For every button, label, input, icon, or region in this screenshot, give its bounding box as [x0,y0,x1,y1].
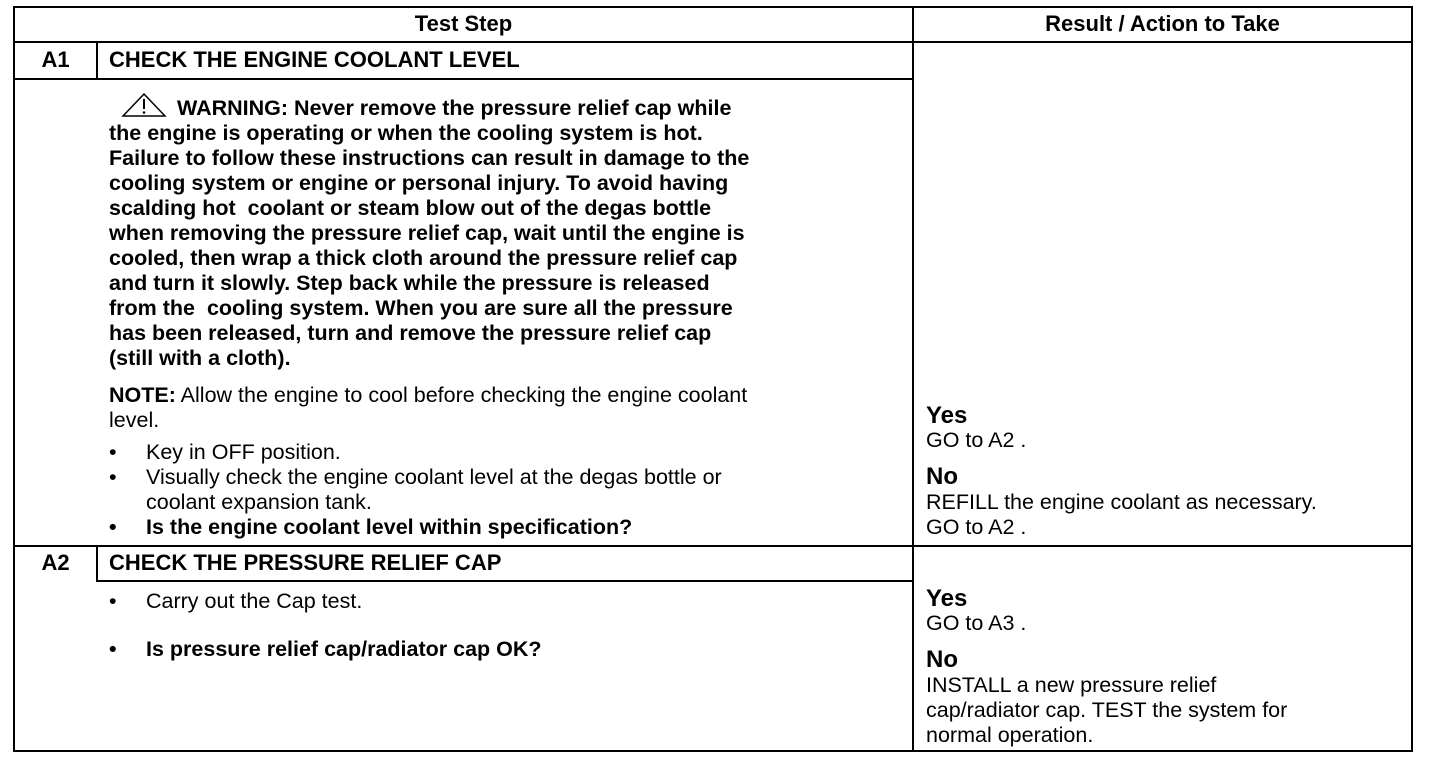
warning-line: cooled, then wrap a thick cloth around the pressure relief cap [109,246,738,270]
warning-line: cooling system or engine or personal injury. To avoid having [109,171,729,195]
bullet-text: coolant expansion tank. [146,490,372,514]
warning-block [109,93,879,371]
a1-a2-divider [13,545,1413,547]
result-no-label: No [926,463,958,490]
step-id-divider-a2 [96,545,98,581]
warning-line: and turn it slowly. Step back while the pressure is released [109,271,710,295]
bullet-dot: • [109,589,117,613]
warning-text: WARNING: Never remove the pressure relief cap while [177,96,732,120]
result-no-action: cap/radiator cap. TEST the system for [926,698,1288,722]
step-id-divider-a1 [96,41,98,79]
note-label: NOTE: [109,383,176,407]
result-no-action: normal operation. [926,723,1094,747]
column-divider [912,6,914,752]
note-line: level. [109,408,160,432]
result-yes-label: Yes [926,402,968,429]
step-title-a1: CHECK THE ENGINE COOLANT LEVEL [109,47,520,72]
note-line [109,383,889,408]
warning-line: the engine is operating or when the cooling system is hot. [109,121,703,145]
warning-line: scalding hot coolant or steam blow out of the degas bottle [109,196,712,220]
warning-triangle-icon [121,93,167,117]
result-no-label: No [926,646,958,673]
bullet-dot: • [109,637,117,661]
result-yes-label: Yes [926,585,968,612]
result-yes-action: GO to A3 . [926,611,1027,635]
bullet-dot: • [109,440,117,464]
bullet-question: Is the engine coolant level within specification? [146,515,633,539]
result-no-action: GO to A2 . [926,515,1027,539]
header-test-step: Test Step [414,11,513,36]
result-no-action: INSTALL a new pressure relief [926,673,1217,697]
result-yes-action: GO to A2 . [926,428,1027,452]
warning-line: from the cooling system. When you are sure all the pressure [109,296,733,320]
header-result-action: Result / Action to Take [1045,11,1280,36]
a2-title-divider [96,580,913,582]
warning-line [109,93,879,121]
bullet-text: Key in OFF position. [146,440,341,464]
bullet-text: Visually check the engine coolant level at the degas bottle or [146,465,722,489]
note-block [109,383,889,433]
result-no-action: REFILL the engine coolant as necessary. [926,490,1317,514]
bullet-text: Carry out the Cap test. [146,589,363,613]
a1-title-divider [13,78,913,80]
step-title-a2: CHECK THE PRESSURE RELIEF CAP [109,550,502,575]
warning-line: has been released, turn and remove the pressure relief cap [109,321,712,345]
note-text: Allow the engine to cool before checking the engine coolant [175,383,748,407]
warning-line: when removing the pressure relief cap, wait until the engine is [109,221,745,245]
step-id-a1: A1 [41,47,70,72]
step-id-a2: A2 [41,550,70,575]
warning-line: (still with a cloth). [109,346,291,370]
warning-line: Failure to follow these instructions can result in damage to the [109,146,750,170]
bullet-dot: • [109,515,117,539]
bullet-dot: • [109,465,117,489]
bullet-question: Is pressure relief cap/radiator cap OK? [146,637,542,661]
